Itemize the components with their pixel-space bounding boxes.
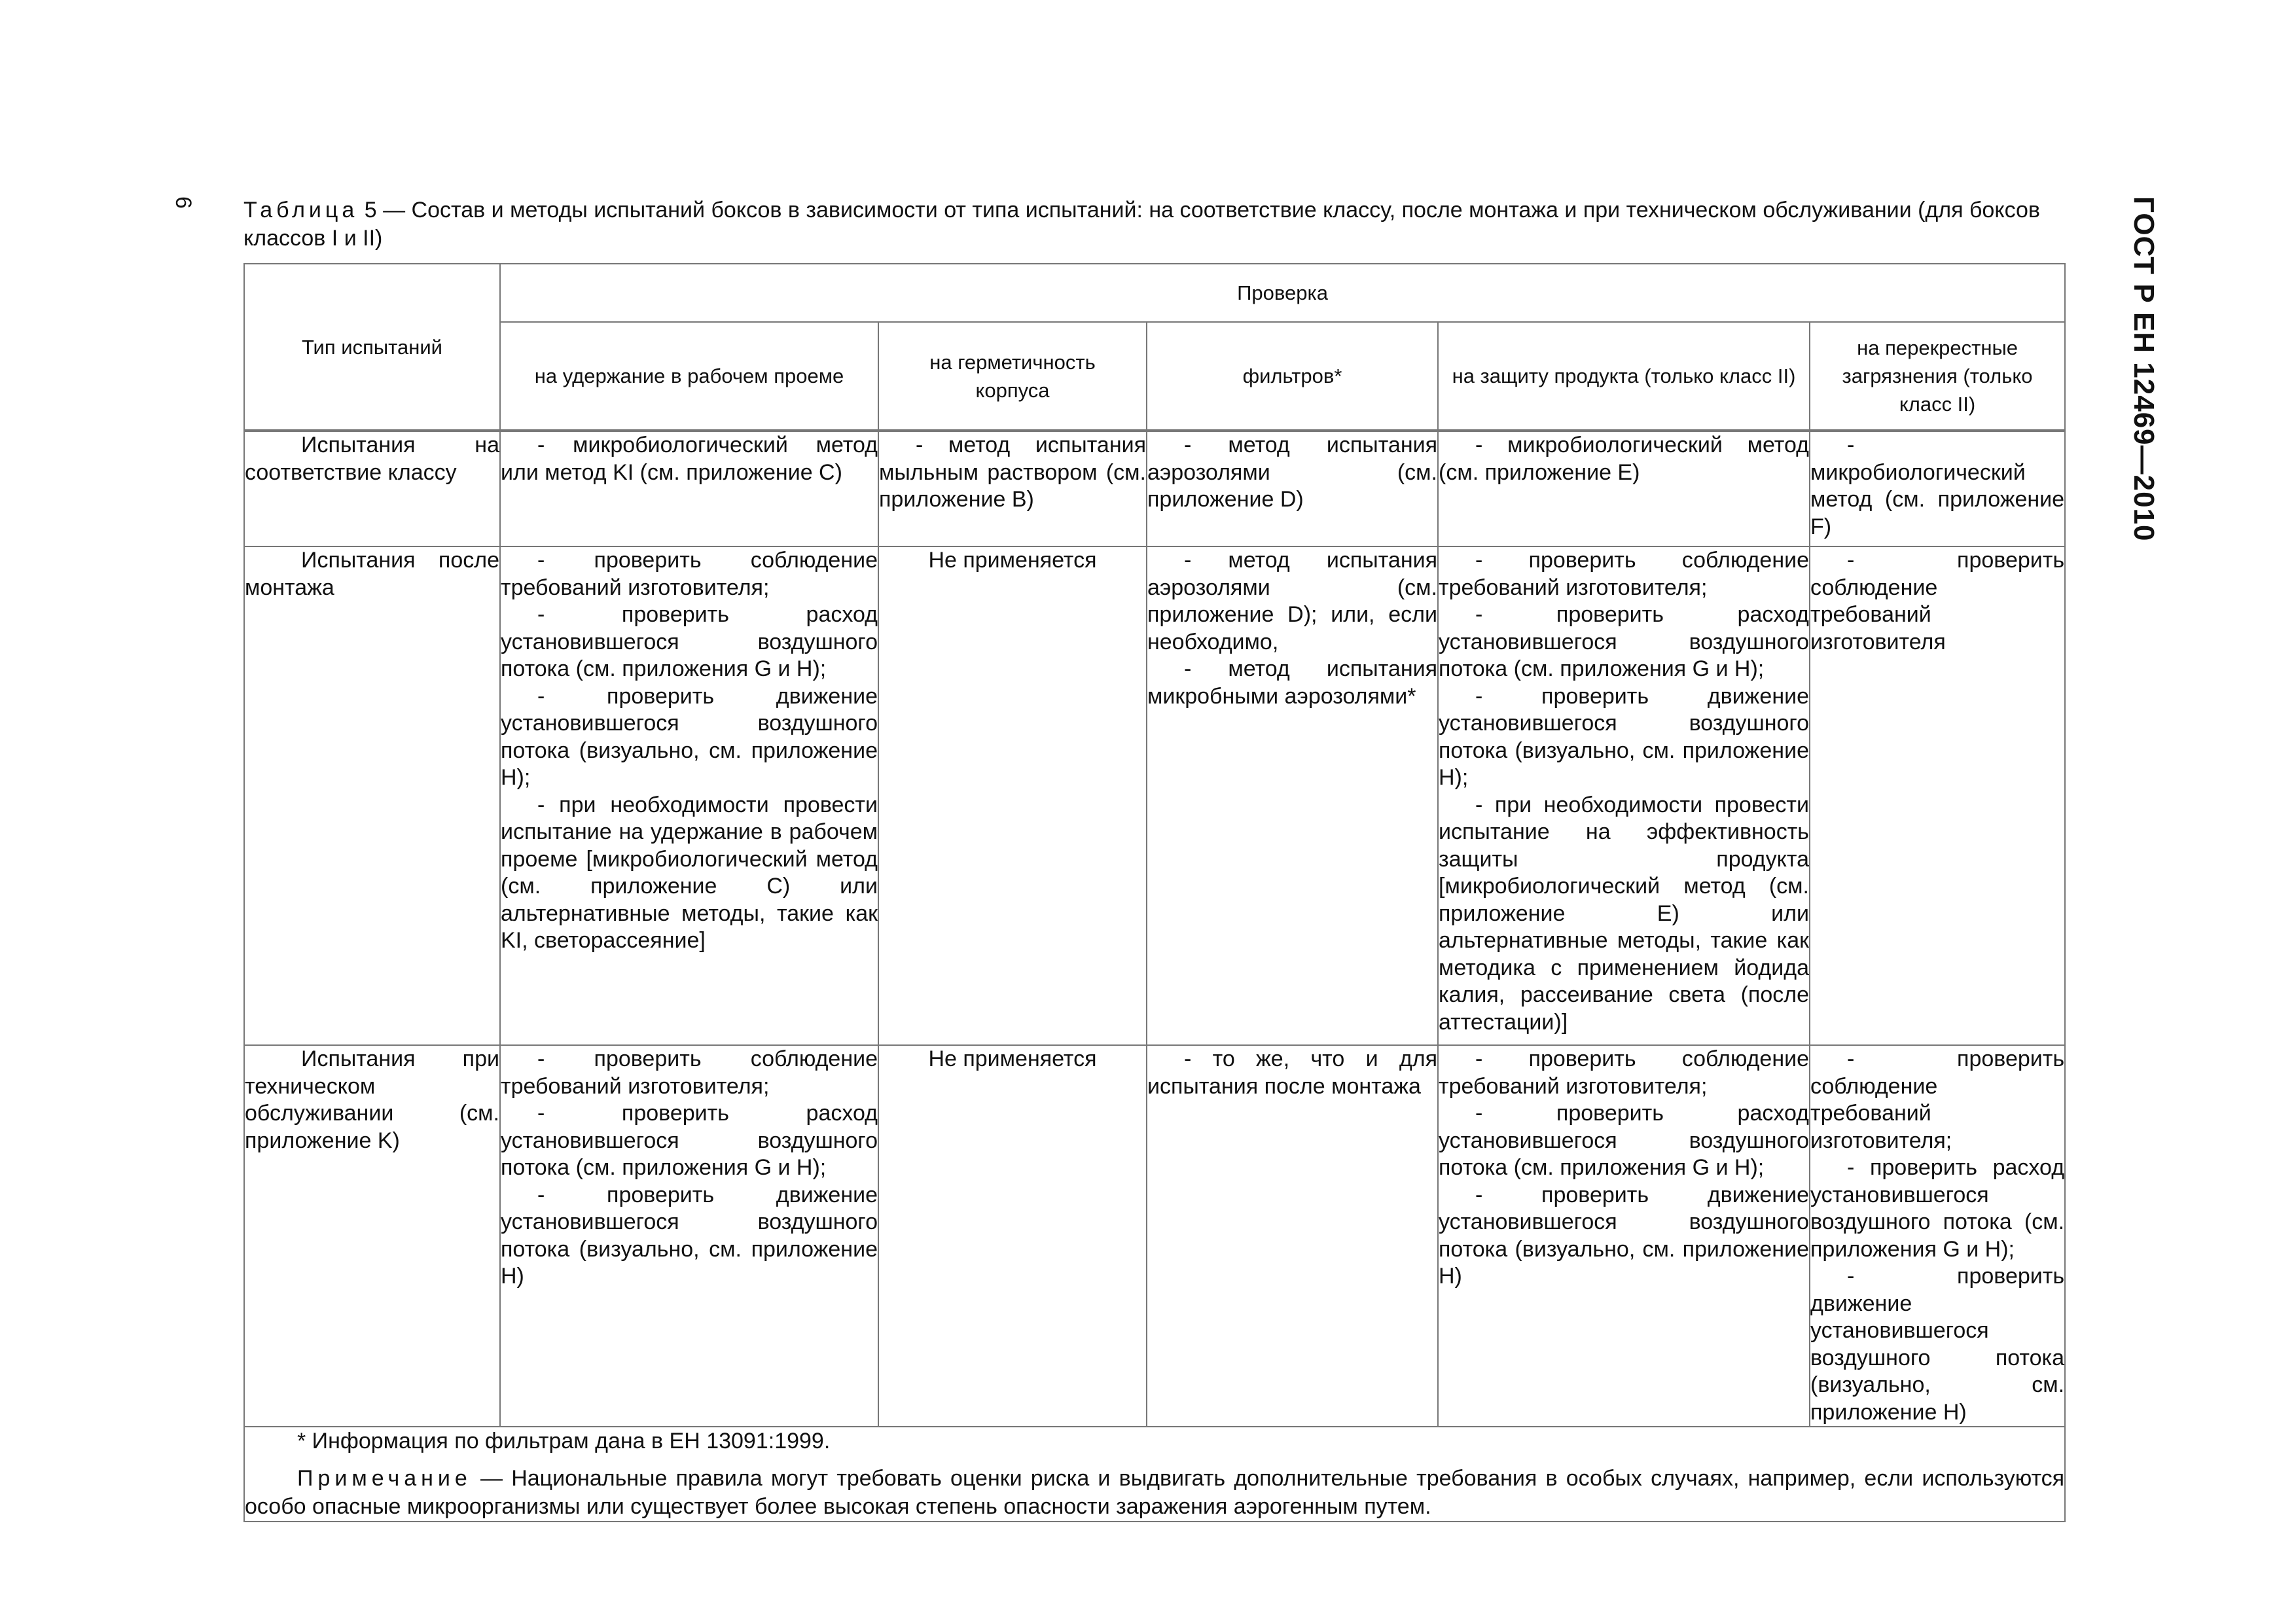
method-item: - проверить расход установившегося воздушного потока (см. приложения G и H);	[501, 602, 878, 681]
header-type: Тип испытаний	[244, 264, 500, 430]
method-item: - проверить соблюдение требований изготовителя;	[501, 1046, 878, 1099]
method-item: - проверить расход установившегося воздушного потока (см. приложения G и H);	[501, 1101, 878, 1180]
method-cell	[1810, 1045, 2065, 1427]
page-number: 6	[170, 196, 196, 209]
test-type-text: Испытания на соответствие классу	[245, 433, 499, 485]
method-item: - при необходимости провести испытание на эффективность защиты продукта [микробиологический метод (см. приложение E) или альтернативные методы, такие как методика с применением йодида калия, рассеивание света (после аттестации)]	[1439, 792, 1809, 1035]
method-item: - проверить соблюдение требований изготовителя;	[1439, 1046, 1809, 1099]
method-cell	[1438, 431, 1810, 546]
test-type-cell	[244, 431, 500, 546]
method-item: - микробиологический метод или метод KI (см. приложение C)	[501, 433, 878, 485]
method-item: - метод испытания аэрозолями (см. приложение D); или, если необходимо,	[1147, 548, 1437, 654]
method-item: - то же, что и для испытания после монтажа	[1147, 1046, 1437, 1099]
method-item: - проверить движение установившегося воздушного потока (визуально, см. приложение H);	[1439, 683, 1809, 790]
method-cell	[1810, 546, 2065, 1045]
method-item: - метод испытания мыльным раствором (см. приложение B)	[879, 433, 1146, 512]
note-label: Примечание	[297, 1466, 472, 1491]
method-cell	[878, 1045, 1147, 1427]
test-type-text: Испытания после монтажа	[245, 548, 499, 600]
table-row	[244, 546, 2065, 1045]
caption-text: 5 — Состав и методы испытаний боксов в зависимости от типа испытаний: на соответствие классу, после монтажа и при техническом обслуживании (для боксов классов I и II)	[243, 198, 2040, 251]
table-body	[244, 430, 2065, 1522]
test-type-text: Испытания при техническом обслуживании (см. приложение K)	[245, 1046, 499, 1153]
table-row	[244, 431, 2065, 546]
footnote: * Информация по фильтрам дана в ЕН 13091:1999.	[297, 1429, 831, 1454]
table-footer	[244, 1427, 2065, 1522]
method-item: - проверить движение установившегося воздушного потока (визуально, см. приложение H)	[501, 1182, 878, 1289]
method-item: - проверить движение установившегося воздушного потока (визуально, см. приложение H)	[1439, 1182, 1809, 1289]
methods-table	[243, 263, 2066, 1522]
method-cell	[500, 431, 878, 546]
caption-label: Таблица	[243, 198, 359, 223]
method-item: - проверить расход установившегося воздушного потока (см. приложения G и H);	[1439, 602, 1809, 681]
method-item: - проверить соблюдение требований изготовителя;	[501, 548, 878, 600]
method-item: - проверить расход установившегося воздушного потока (см. приложения G и H);	[1810, 1155, 2065, 1262]
header-col-product-protection: на защиту продукта (только класс II)	[1438, 322, 1810, 430]
method-item: - метод испытания микробными аэрозолями*	[1147, 656, 1437, 709]
method-cell	[1147, 431, 1438, 546]
note-text: — Национальные правила могут требовать оценки риска и выдвигать дополнительные требования в особых случаях, например, если используются особо опасные микроорганизмы или существует более высокая степень опасности заражения аэрогенным путем.	[245, 1466, 2065, 1519]
method-item: - проверить расход установившегося воздушного потока (см. приложения G и H);	[1439, 1101, 1809, 1180]
method-item: - микробиологический метод (см. приложение F)	[1810, 433, 2065, 539]
method-cell	[1810, 431, 2065, 546]
header-col-retention: на удержание в рабочем проеме	[500, 322, 878, 430]
method-item: - микробиологический метод (см. приложение E)	[1439, 433, 1809, 485]
method-cell	[1438, 546, 1810, 1045]
method-item: - проверить соблюдение требований изготовителя;	[1810, 1046, 2065, 1153]
method-item: Не применяется	[928, 1046, 1097, 1071]
header-col-tightness: на герметичность корпуса	[878, 322, 1147, 430]
method-cell	[500, 1045, 878, 1427]
test-type-cell	[244, 1045, 500, 1427]
table-caption	[243, 196, 2063, 253]
method-item: - проверить соблюдение требований изготовителя	[1810, 548, 2065, 654]
method-cell	[500, 546, 878, 1045]
method-item: - проверить соблюдение требований изготовителя;	[1439, 548, 1809, 600]
note	[245, 1465, 2064, 1521]
header-row-1	[244, 264, 2065, 322]
method-cell	[1438, 1045, 1810, 1427]
method-item: - метод испытания аэрозолями (см. приложение D)	[1147, 433, 1437, 512]
document-id: ГОСТ Р ЕН 12469—2010	[2128, 196, 2160, 542]
header-group: Проверка	[500, 264, 2065, 322]
header-row-2	[244, 322, 2065, 430]
method-item: - проверить движение установившегося воздушного потока (визуально, см. приложение H);	[501, 683, 878, 790]
method-item: - при необходимости провести испытание на удержание в рабочем проеме [микробиологический метод (см. приложение C) или альтернативные методы, такие как KI, светорассеяние]	[501, 792, 878, 953]
method-cell	[878, 546, 1147, 1045]
table-row	[244, 1045, 2065, 1427]
header-col-cross-contamination: на перекрестные загрязнения (только класс II)	[1810, 322, 2065, 430]
method-item: - проверить движение установившегося воздушного потока (визуально, см. приложение H)	[1810, 1264, 2065, 1425]
footer-row	[244, 1427, 2065, 1522]
method-cell	[1147, 1045, 1438, 1427]
header-col-filters: фильтров*	[1147, 322, 1438, 430]
method-item: Не применяется	[928, 548, 1097, 573]
method-cell	[1147, 546, 1438, 1045]
method-cell	[878, 431, 1147, 546]
test-type-cell	[244, 546, 500, 1045]
